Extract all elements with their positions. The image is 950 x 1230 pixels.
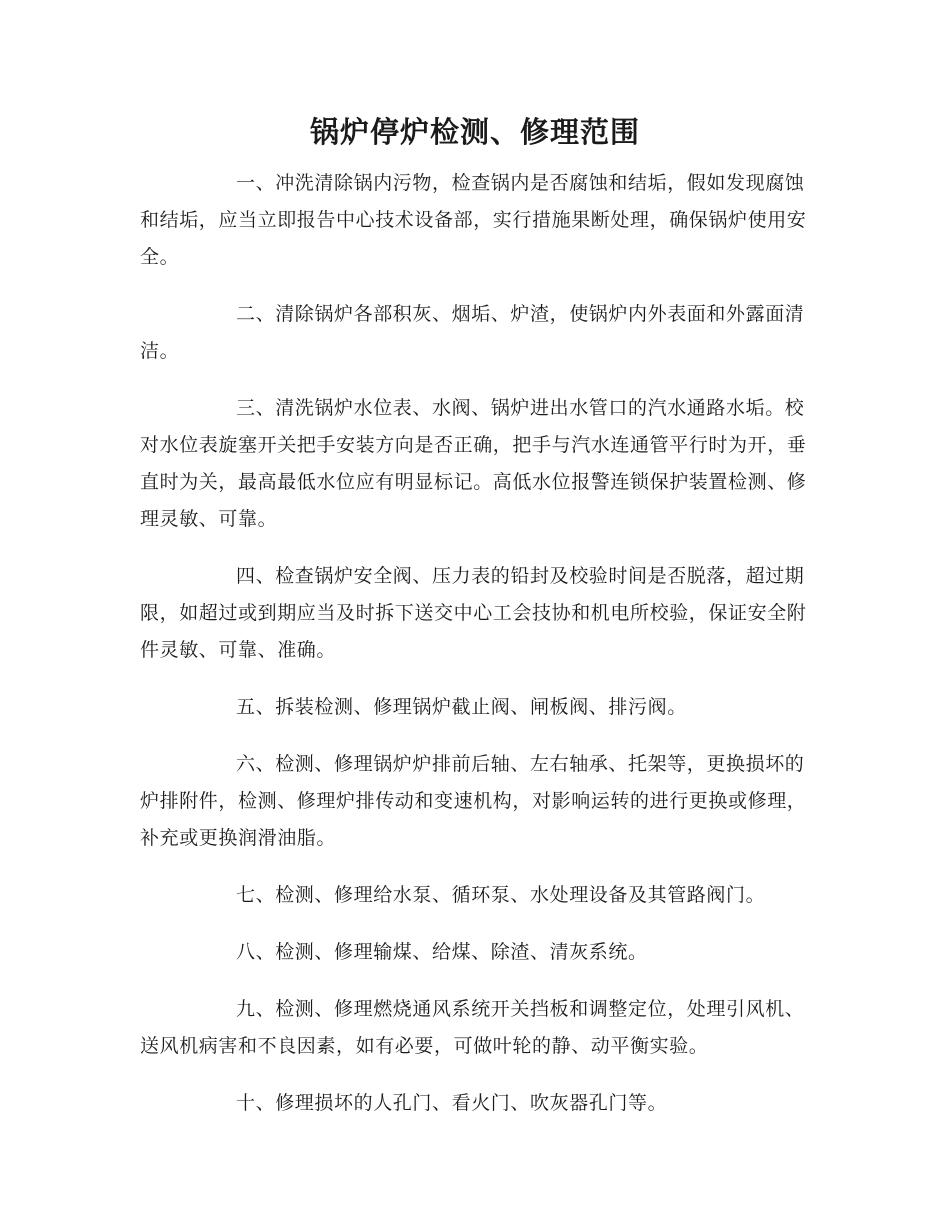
paragraph-3 bbox=[140, 390, 810, 538]
paragraph-text: 冲洗清除锅内污物，检查锅内是否腐蚀和结垢，假如发现腐蚀和结垢，应当立即报告中心技术设备部，实行措施果断处理，确保锅炉使用安全。 bbox=[140, 172, 807, 268]
paragraph-8 bbox=[140, 934, 810, 971]
paragraph-text: 检测、修理给水泵、循环泵、水处理设备及其管路阀门。 bbox=[275, 884, 766, 906]
paragraph-number: 四、 bbox=[236, 565, 276, 587]
paragraph-number: 九、 bbox=[236, 998, 276, 1020]
paragraph-number: 十、 bbox=[236, 1092, 276, 1114]
paragraph-number: 七、 bbox=[236, 884, 276, 906]
paragraph-10 bbox=[140, 1085, 810, 1122]
paragraph-text: 检测、修理燃烧通风系统开关挡板和调整定位，处理引风机、送风机病害和不良因素，如有必要，可做叶轮的静、动平衡实验。 bbox=[140, 998, 805, 1057]
paragraph-text: 修理损坏的人孔门、看火门、吹灰器孔门等。 bbox=[275, 1092, 668, 1114]
paragraph-1 bbox=[140, 165, 810, 276]
paragraph-text: 拆装检测、修理锅炉截止阀、闸板阀、排污阀。 bbox=[275, 696, 687, 718]
paragraph-text: 检查锅炉安全阀、压力表的铅封及校验时间是否脱落，超过期限，如超过或到期应当及时拆下送交中心工会技协和机电所校验，保证安全附件灵敏、可靠、准确。 bbox=[140, 565, 807, 661]
paragraph-number: 二、 bbox=[236, 303, 276, 325]
paragraph-7 bbox=[140, 877, 810, 914]
paragraph-number: 三、 bbox=[236, 397, 276, 419]
paragraph-text: 检测、修理锅炉炉排前后轴、左右轴承、托架等，更换损坏的炉排附件，检测、修理炉排传动和变速机构，对影响运转的进行更换或修理，补充或更换润滑油脂。 bbox=[140, 753, 807, 849]
paragraph-text: 检测、修理输煤、给煤、除渣、清灰系统。 bbox=[275, 941, 648, 963]
paragraph-5 bbox=[140, 689, 810, 726]
paragraph-2 bbox=[140, 296, 810, 370]
paragraph-number: 五、 bbox=[236, 696, 276, 718]
paragraph-4 bbox=[140, 558, 810, 669]
document-title: 锅炉停炉检测、修理范围 bbox=[309, 115, 640, 149]
document-body bbox=[140, 165, 810, 1142]
paragraph-number: 八、 bbox=[236, 941, 276, 963]
paragraph-6 bbox=[140, 746, 810, 857]
paragraph-number: 一、 bbox=[236, 172, 276, 194]
paragraph-9 bbox=[140, 991, 810, 1065]
paragraph-number: 六、 bbox=[236, 753, 276, 775]
paragraph-text: 清除锅炉各部积灰、烟垢、炉渣，使锅炉内外表面和外露面清洁。 bbox=[140, 303, 805, 362]
paragraph-text: 清洗锅炉水位表、水阀、锅炉进出水管口的汽水通路水垢。校对水位表旋塞开关把手安装方向是否正确，把手与汽水连通管平行时为开，垂直时为关，最高最低水位应有明显标记。高低水位报警连锁保护装置检测、修理灵敏、可靠。 bbox=[140, 397, 807, 530]
